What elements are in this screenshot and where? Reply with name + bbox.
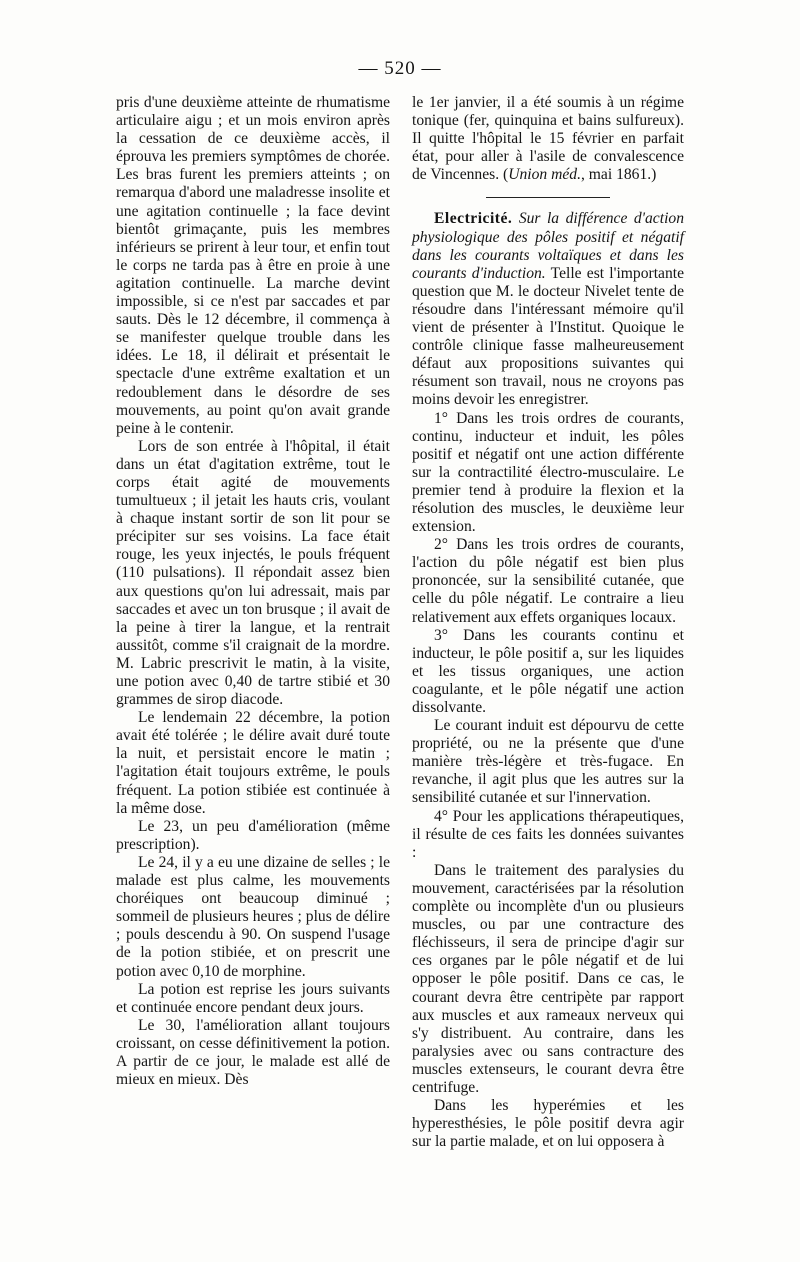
paragraph: Le lendemain 22 décembre, la potion avait été tolérée ; le délire avait duré toute la nuit, et persistait encore le matin ; l'agitation était toujours extrême, le pouls fréquent. La potion stibiée est continuée à la même dose. (116, 709, 390, 817)
paragraph: La potion est reprise les jours suivants et continuée encore pendant deux jours. (116, 980, 390, 1016)
paragraph: Lors de son entrée à l'hôpital, il était dans un état d'agitation extrême, tout le corps était agité de mouvements tumultueux ; il jetait les hauts cris, voulant à chaque instant sortir de son lit pour se précipiter sur ses voisins. La face était rouge, les yeux injectés, le pouls fréquent (110 pulsations). Il répondait assez bien aux questions qu'on lui adressait, mais par saccades et avec un ton brusque ; il avait de la peine à tirer la langue, et la rentrait aussitôt, comme s'il craignait de la mordre. M. Labric prescrivit le matin, à la visite, une potion avec 0,40 de tartre stibié et 30 grammes de sirop diacode. (116, 437, 390, 709)
right-column (412, 94, 684, 1151)
section-subtitle: Sur la différence d'action physiologique des pôles positif et négatif dans les courants voltaïques et dans les courants d'induction. (412, 210, 684, 282)
section-intro-paragraph (412, 210, 684, 409)
paragraph: 1° Dans les trois ordres de courants, continu, inducteur et induit, les pôles positif et négatif ont une action différente sur la contractilité électro-musculaire. Le premier tend à produire la flexion et la résolution des muscles, le deuxième leur extension. (412, 409, 684, 536)
section-title: Electricité. (434, 210, 513, 228)
paragraph: Le 23, un peu d'amélioration (même prescription). (116, 817, 390, 853)
paragraph: Le courant induit est dépourvu de cette propriété, ou ne la présente que d'une manière très-légère et très-fugace. En revanche, il agit plus que les autres sur la sensibilité cutanée et sur l'innervation. (412, 717, 684, 807)
paragraph: 4° Pour les applications thérapeutiques, il résulte de ces faits les données suivantes : (412, 807, 684, 861)
section-divider (486, 197, 610, 198)
left-column (116, 94, 390, 1089)
paragraph: Le 30, l'amélioration allant toujours croissant, on cesse définitivement la potion. A partir de ce jour, le malade est allé de mieux en mieux. Dès (116, 1016, 390, 1089)
paragraph: 3° Dans les courants continu et inducteur, le pôle positif a, sur les liquides et les tissus organiques, une action coagulante, et le pôle négatif une action dissolvante. (412, 626, 684, 716)
paragraph: Dans le traitement des paralysies du mouvement, caractérisées par la résolution complète ou incomplète d'un ou plusieurs muscles, ou par une contracture des fléchisseurs, il sera de principe d'agir sur ces organes par le pôle négatif et de lui opposer le pôle positif. Dans ce cas, le courant devra être centripète par rapport aux muscles et aux rameaux nerveux qui s'y distribuent. Au contraire, dans les paralysies avec ou sans contracture des muscles extenseurs, le courant devra être centrifuge. (412, 861, 684, 1096)
paragraph: pris d'une deuxième atteinte de rhumatisme articulaire aigu ; et un mois environ après la cessation de ce deuxième accès, il éprouva les premiers symptômes de chorée. Les bras furent les premiers atteints ; on remarqua d'abord une maladresse insolite et une agitation continuelle ; la face devint bientôt grimaçante, puis les membres inférieurs se prirent à leur tour, et enfin tout le corps ne tarda pas à être en proie à une agitation continuelle. La marche devint impossible, si ce n'est par saccades et par sauts. Dès le 12 décembre, il commença à se manifester quelque trouble dans les idées. Le 18, il délirait et présentait le spectacle d'une extrême exaltation et un redoublement dans le désordre de ses mouvements, au point qu'on avait grande peine à le contenir. (116, 94, 390, 437)
paragraph: 2° Dans les trois ordres de courants, l'action du pôle négatif est bien plus prononcée, sur la sensibilité cutanée, que celle du pôle négatif. Le contraire a lieu relativement aux effets organiques locaux. (412, 536, 684, 626)
page-number: — 520 — (358, 58, 442, 79)
source-date: , mai 1861.) (580, 166, 657, 184)
paragraph: Le 24, il y a eu une dizaine de selles ; le malade est plus calme, les mouvements choréiques ont beaucoup diminué ; sommeil de plusieurs heures ; plus de délire ; pouls descendu à 90. On suspend l'usage de la potion stibiée, et on prescrit une potion avec 0,10 de morphine. (116, 853, 390, 980)
paragraph: Dans les hyperémies et les hyperesthésies, le pôle positif devra agir sur la partie malade, et on lui opposera à (412, 1097, 684, 1151)
section-intro: Telle est l'importante question que M. le docteur Nivelet tente de résoudre dans l'intéressant mémoire qu'il vient de présenter à l'Institut. Quoique le contrôle clinique fasse malheureusement défaut aux propositions suivantes qui résument son travail, nous ne croyons pas moins devoir les enregistrer. (412, 264, 684, 409)
paragraph-continuation (412, 94, 684, 184)
continuation-text: le 1er janvier, il a été soumis à un régime tonique (fer, quinquina et bains sulfureux). Il quitte l'hôpital le 15 février en parfait état, pour aller à l'asile de convalescence de Vincennes. ( (412, 94, 684, 184)
source-citation: Union méd. (508, 166, 581, 184)
